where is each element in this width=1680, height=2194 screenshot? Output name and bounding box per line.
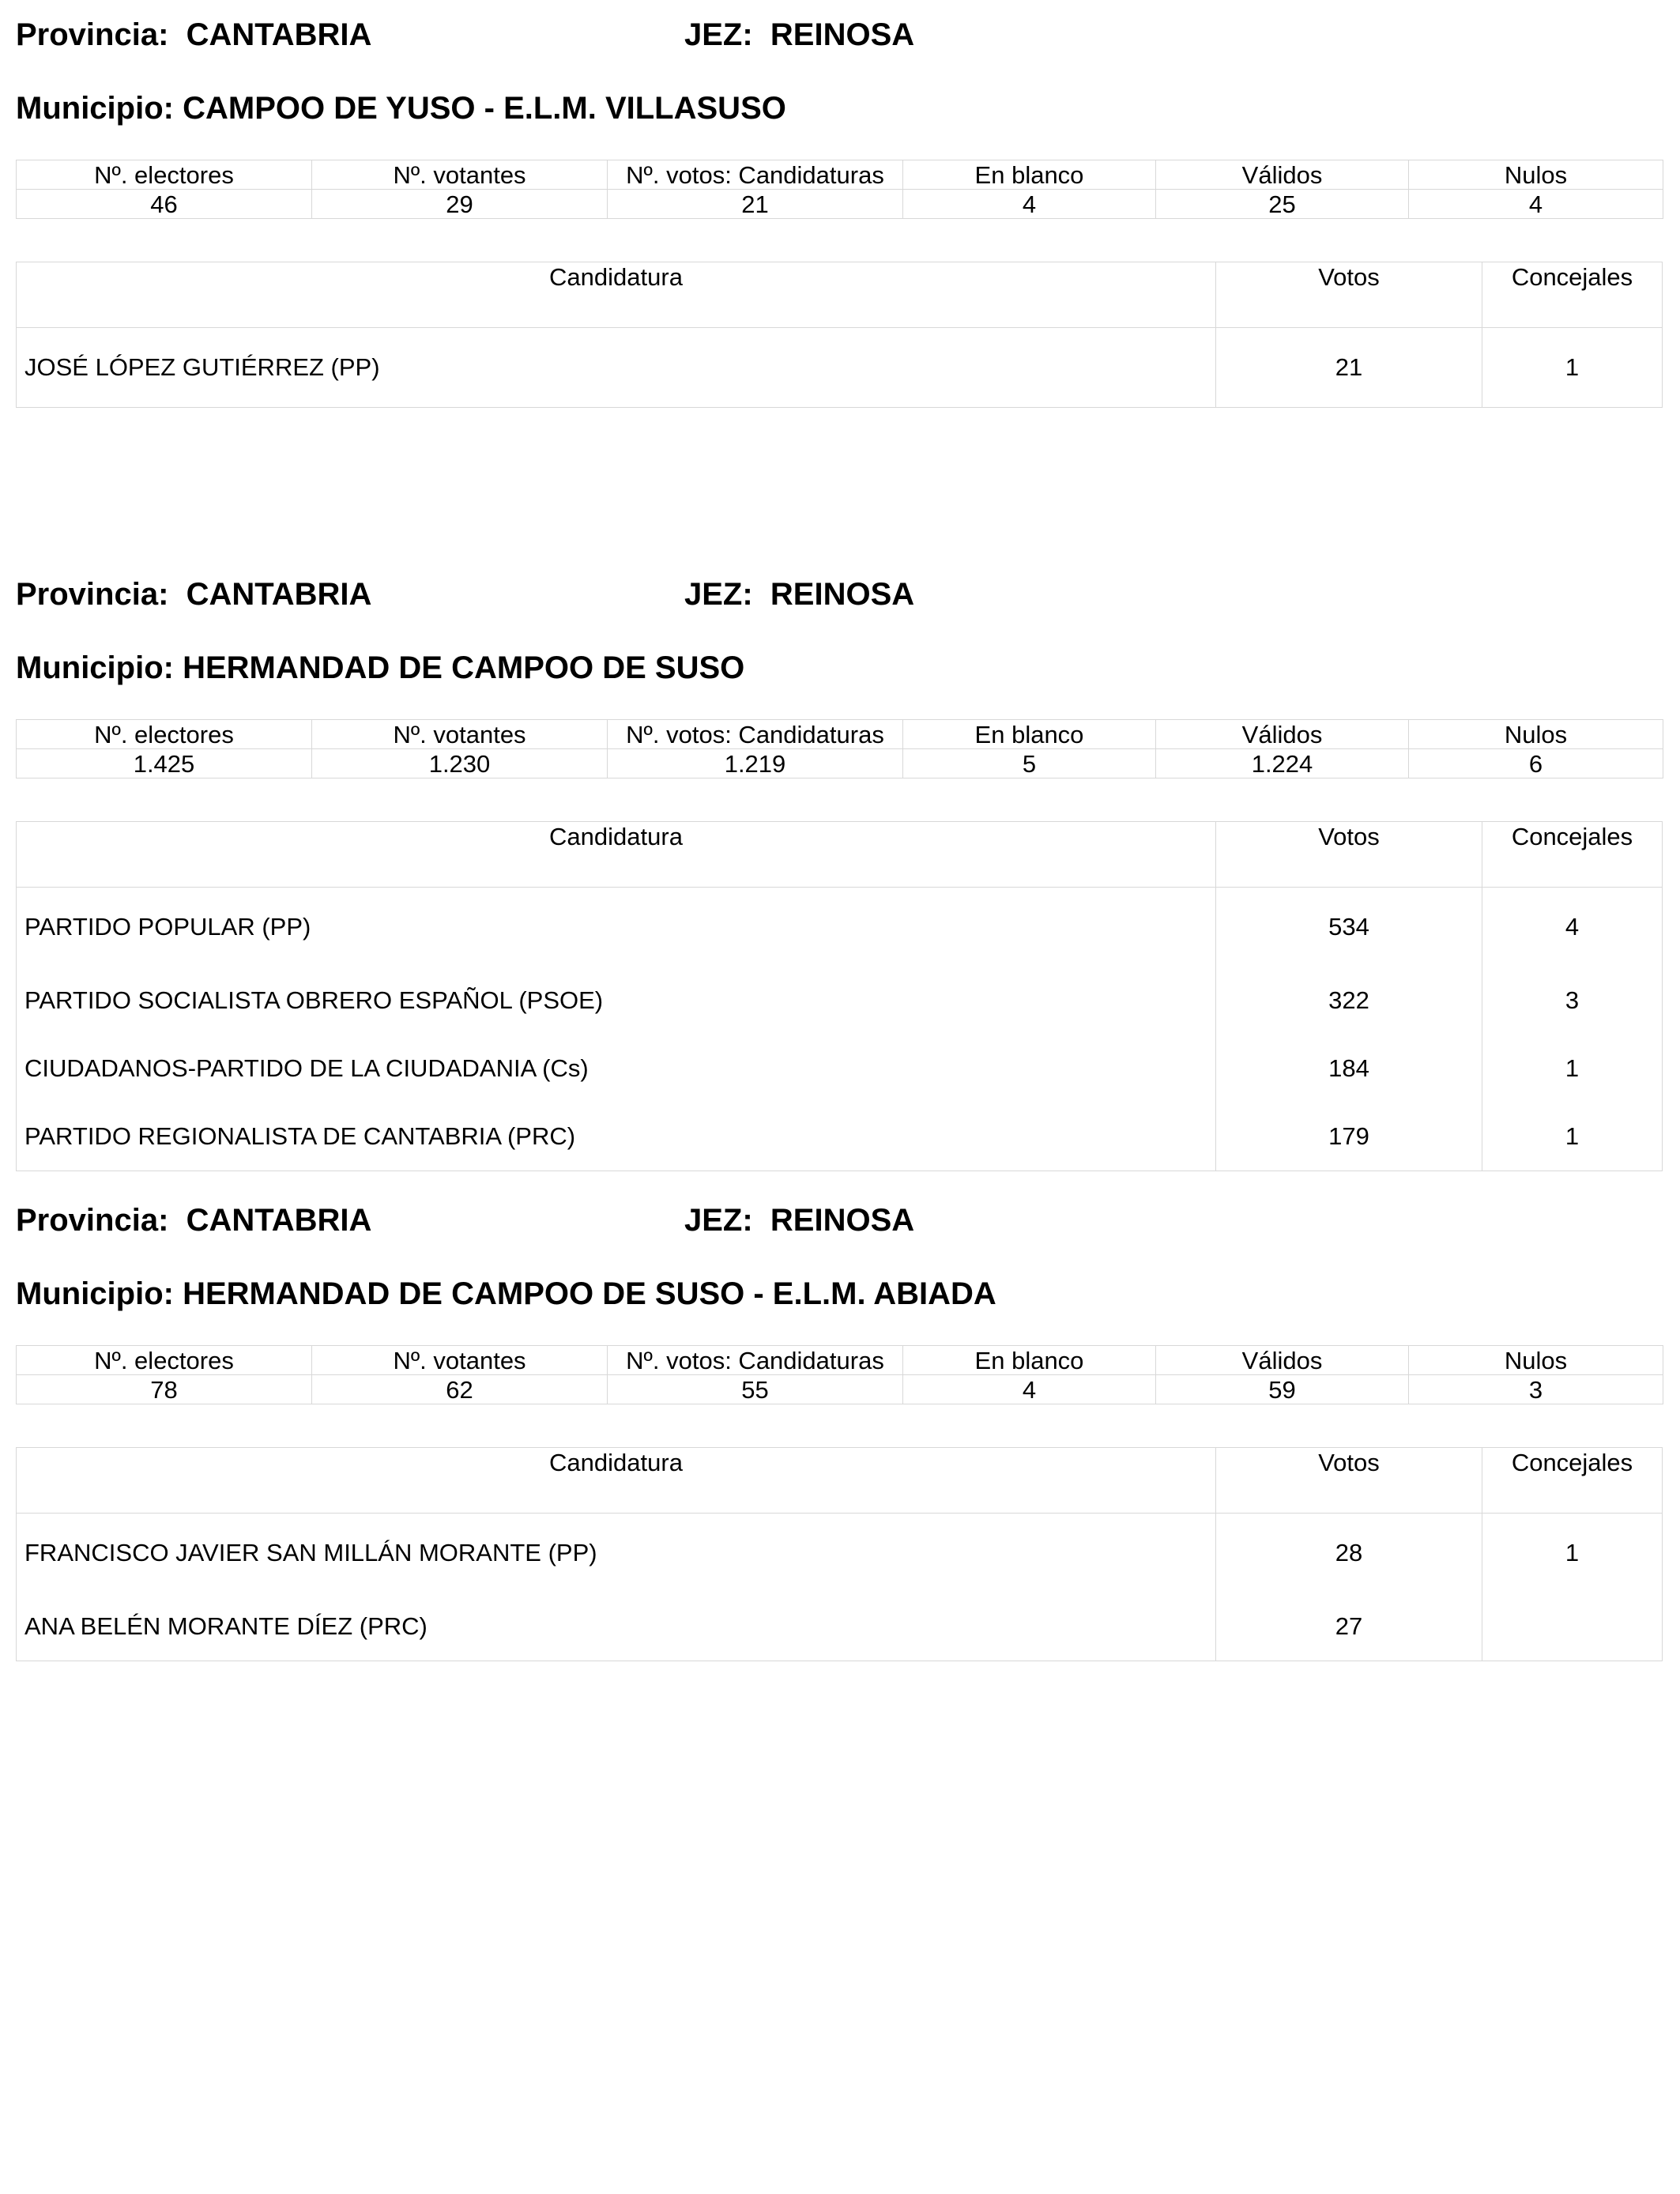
candidates-table — [16, 821, 1663, 1171]
nulos-label: Nulos — [1409, 1346, 1663, 1375]
validos-value: 1.224 — [1156, 749, 1409, 778]
stats-table — [16, 1345, 1663, 1404]
jez-value: REINOSA — [770, 17, 915, 52]
candidate-votes: 184 — [1216, 1035, 1482, 1103]
candidate-name: PARTIDO REGIONALISTA DE CANTABRIA (PRC) — [17, 1103, 1216, 1171]
validos-value: 59 — [1156, 1375, 1409, 1404]
en-blanco-value: 5 — [903, 749, 1156, 778]
electores-value: 1.425 — [17, 749, 312, 778]
table-row — [17, 1035, 1662, 1103]
nulos-value: 4 — [1409, 190, 1663, 219]
table-row — [17, 1593, 1662, 1661]
en-blanco-label: En blanco — [903, 1346, 1156, 1375]
votos-candidaturas-value: 55 — [608, 1375, 903, 1404]
provincia-value: CANTABRIA — [186, 1203, 372, 1238]
candidates-header-row — [17, 822, 1662, 888]
table-row — [17, 1514, 1662, 1593]
votos-candidaturas-label: Nº. votos: Candidaturas — [608, 160, 903, 190]
candidate-votes: 179 — [1216, 1103, 1482, 1171]
table-row — [17, 888, 1662, 967]
electores-value: 46 — [17, 190, 312, 219]
votantes-label: Nº. votantes — [312, 160, 608, 190]
candidate-name: JOSÉ LÓPEZ GUTIÉRREZ (PP) — [17, 328, 1216, 407]
en-blanco-label: En blanco — [903, 720, 1156, 749]
candidate-name: PARTIDO POPULAR (PP) — [17, 888, 1216, 967]
votantes-value: 1.230 — [312, 749, 608, 778]
votos-header: Votos — [1216, 1448, 1482, 1513]
jez-heading: JEZ: REINOSA — [684, 17, 915, 52]
concejales-header: Concejales — [1511, 263, 1633, 291]
candidates-header-row — [17, 262, 1662, 328]
votos-header: Votos — [1216, 822, 1482, 887]
provincia-heading: Provincia: CANTABRIA — [16, 577, 372, 612]
candidate-votes: 27 — [1216, 1593, 1482, 1661]
candidate-concejales: 1 — [1565, 1054, 1580, 1082]
nulos-label: Nulos — [1409, 160, 1663, 190]
votantes-label: Nº. votantes — [312, 1346, 608, 1375]
nulos-value: 3 — [1409, 1375, 1663, 1404]
concejales-header: Concejales — [1511, 823, 1633, 850]
candidate-votes: 28 — [1216, 1514, 1482, 1593]
candidate-name: FRANCISCO JAVIER SAN MILLÁN MORANTE (PP) — [17, 1514, 1216, 1593]
candidatura-header: Candidatura — [17, 1448, 1216, 1513]
candidate-concejales: 1 — [1565, 353, 1580, 381]
candidate-concejales: 3 — [1565, 986, 1580, 1014]
jez-value: REINOSA — [770, 1203, 915, 1238]
candidate-name: CIUDADANOS-PARTIDO DE LA CIUDADANIA (Cs) — [17, 1035, 1216, 1103]
candidate-concejales — [1482, 1593, 1662, 1661]
votantes-value: 29 — [312, 190, 608, 219]
table-row — [17, 328, 1662, 407]
candidate-name: PARTIDO SOCIALISTA OBRERO ESPAÑOL (PSOE) — [17, 967, 1216, 1035]
electores-label: Nº. electores — [17, 160, 312, 190]
municipio-value: HERMANDAD DE CAMPOO DE SUSO - E.L.M. ABIADA — [183, 1276, 996, 1311]
candidatura-header: Candidatura — [17, 822, 1216, 887]
candidates-header-row — [17, 1448, 1662, 1514]
provincia-heading: Provincia: CANTABRIA — [16, 1203, 372, 1238]
municipio-value: CAMPOO DE YUSO - E.L.M. VILLASUSO — [183, 91, 786, 126]
nulos-label: Nulos — [1409, 720, 1663, 749]
provincia-value: CANTABRIA — [186, 17, 372, 52]
municipio-value: HERMANDAD DE CAMPOO DE SUSO — [183, 650, 745, 685]
candidate-votes: 21 — [1216, 328, 1482, 407]
jez-heading: JEZ: REINOSA — [684, 577, 915, 612]
provincia-value: CANTABRIA — [186, 577, 372, 612]
table-row — [17, 967, 1662, 1035]
votos-candidaturas-value: 21 — [608, 190, 903, 219]
votos-header: Votos — [1216, 262, 1482, 327]
table-row — [17, 1103, 1662, 1171]
validos-label: Válidos — [1156, 1346, 1409, 1375]
municipio-heading: Municipio: HERMANDAD DE CAMPOO DE SUSO — [16, 650, 745, 685]
votantes-value: 62 — [312, 1375, 608, 1404]
electores-label: Nº. electores — [17, 720, 312, 749]
validos-label: Válidos — [1156, 720, 1409, 749]
municipio-heading: Municipio: HERMANDAD DE CAMPOO DE SUSO - E.L.M. ABIADA — [16, 1276, 996, 1311]
en-blanco-value: 4 — [903, 1375, 1156, 1404]
provincia-heading: Provincia: CANTABRIA — [16, 17, 372, 52]
votantes-label: Nº. votantes — [312, 720, 608, 749]
votos-candidaturas-label: Nº. votos: Candidaturas — [608, 720, 903, 749]
candidate-concejales: 1 — [1565, 1539, 1580, 1566]
electores-label: Nº. electores — [17, 1346, 312, 1375]
candidate-concejales: 4 — [1565, 913, 1580, 941]
municipio-heading: Municipio: CAMPOO DE YUSO - E.L.M. VILLASUSO — [16, 91, 786, 126]
jez-value: REINOSA — [770, 577, 915, 612]
candidates-table — [16, 1447, 1663, 1661]
validos-value: 25 — [1156, 190, 1409, 219]
candidate-name: ANA BELÉN MORANTE DÍEZ (PRC) — [17, 1593, 1216, 1661]
candidate-votes: 322 — [1216, 967, 1482, 1035]
en-blanco-value: 4 — [903, 190, 1156, 219]
votos-candidaturas-value: 1.219 — [608, 749, 903, 778]
electores-value: 78 — [17, 1375, 312, 1404]
stats-table — [16, 160, 1663, 219]
votos-candidaturas-label: Nº. votos: Candidaturas — [608, 1346, 903, 1375]
candidatura-header: Candidatura — [17, 262, 1216, 327]
candidates-table — [16, 262, 1663, 408]
concejales-header: Concejales — [1511, 1449, 1633, 1476]
candidate-votes: 534 — [1216, 888, 1482, 967]
nulos-value: 6 — [1409, 749, 1663, 778]
validos-label: Válidos — [1156, 160, 1409, 190]
candidate-concejales: 1 — [1565, 1122, 1580, 1150]
stats-table — [16, 719, 1663, 778]
en-blanco-label: En blanco — [903, 160, 1156, 190]
jez-heading: JEZ: REINOSA — [684, 1203, 915, 1238]
